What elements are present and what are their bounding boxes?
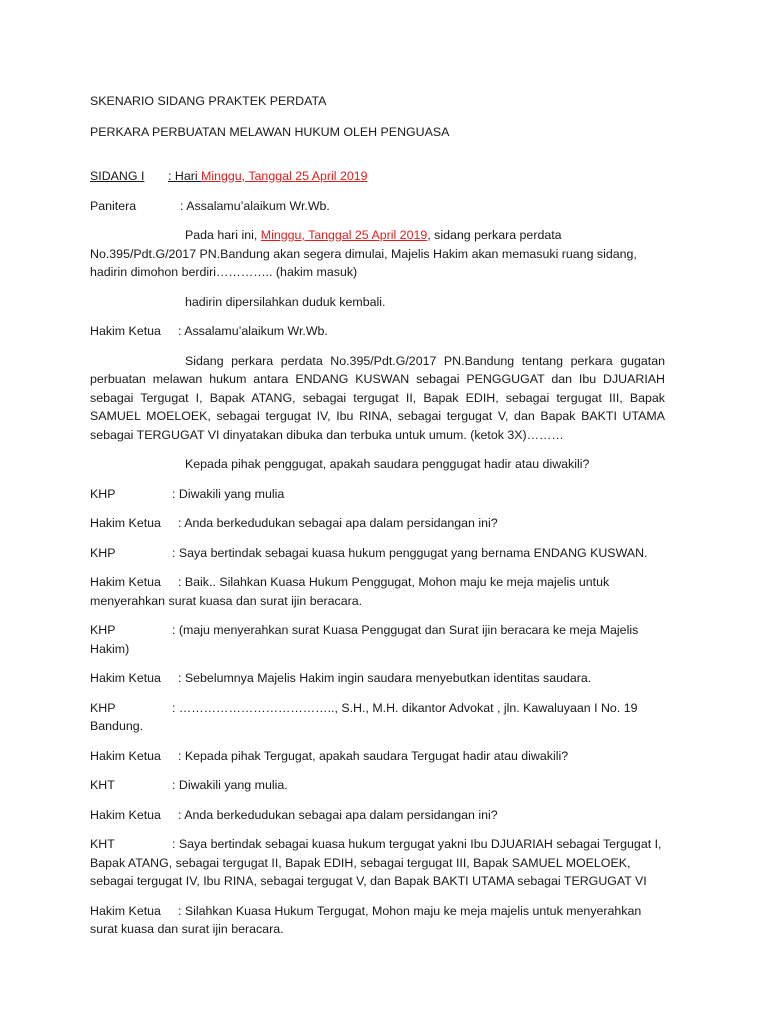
paragraph-text: , sidang perkara perdata <box>427 228 562 242</box>
dialogue-line <box>90 776 665 795</box>
document-subtitle: PERKARA PERBUATAN MELAWAN HUKUM OLEH PENGUASA <box>90 124 450 139</box>
dialogue-text: : ……………………………….., S.H., M.H. dikantor Advokat , jln. Kawaluyaan I No. 19 Bandung. <box>90 700 638 733</box>
speaker-label: Hakim Ketua <box>90 671 161 685</box>
speaker-label: Hakim Ketua <box>90 903 161 918</box>
speaker-label: KHP <box>90 623 116 637</box>
dialogue-line <box>90 621 665 658</box>
speaker-label: KHT <box>90 837 115 851</box>
dialogue-paragraph: hadirin dipersilahkan duduk kembali. <box>185 294 386 309</box>
dialogue-line <box>90 197 665 216</box>
speaker-label: KHP <box>90 700 116 715</box>
dialogue-line <box>90 902 665 939</box>
paragraph-text: No.395/Pdt.G/2017 PN.Bandung akan segera dimulai, Majelis Hakim akan memasuki ruang sidang, hadirin dimohon berdiri………….. (hakim masuk) <box>90 246 637 279</box>
dialogue-text: : Silahkan Kuasa Hukum Tergugat, Mohon maju ke meja majelis untuk menyerahkan surat kuasa dan surat ijin beracara. <box>90 903 642 936</box>
speaker-label: KHP <box>90 486 116 501</box>
dialogue-text: : Baik.. Silahkan Kuasa Hukum Penggugat, Mohon maju ke meja majelis untuk menyerahkan surat kuasa dan surat ijin beracara. <box>90 575 610 608</box>
dialogue-text: : Saya bertindak sebagai kuasa hukum penggugat yang bernama ENDANG KUSWAN. <box>172 545 648 560</box>
document-body <box>90 92 665 950</box>
speaker-label: KHT <box>90 778 115 792</box>
sidang-sep: : Hari <box>168 169 202 183</box>
dialogue-line <box>90 669 665 688</box>
dialogue-line <box>90 485 665 504</box>
dialogue-line <box>90 573 665 610</box>
dialogue-paragraph <box>90 226 665 282</box>
sidang-label: SIDANG I <box>90 169 145 183</box>
speaker-label: Hakim Ketua <box>90 516 161 530</box>
dialogue-text: : Sebelumnya Majelis Hakim ingin saudara menyebutkan identitas saudara. <box>178 671 592 685</box>
dialogue-line <box>90 747 665 766</box>
dialogue-line <box>90 806 665 825</box>
paragraph-prefix: Pada hari ini, <box>185 228 261 242</box>
dialogue-line <box>90 322 665 341</box>
document-title: SKENARIO SIDANG PRAKTEK PERDATA <box>90 94 327 108</box>
dialogue-text: : Assalamu’alaikum Wr.Wb. <box>178 324 328 338</box>
dialogue-line <box>90 544 665 563</box>
sidang-date: Minggu, Tanggal 25 April 2019 <box>201 169 368 183</box>
sidang-heading <box>90 167 665 186</box>
dialogue-line <box>90 514 665 533</box>
speaker-label: KHP <box>90 545 116 560</box>
dialogue-text: : Anda berkedudukan sebagai apa dalam persidangan ini? <box>178 516 498 530</box>
speaker-label: Panitera <box>90 198 137 213</box>
dialogue-paragraph: Kepada pihak penggugat, apakah saudara penggugat hadir atau diwakili? <box>185 457 590 471</box>
dialogue-text: : Assalamu’alaikum Wr.Wb. <box>180 198 330 213</box>
dialogue-line <box>90 835 665 891</box>
speaker-label: Hakim Ketua <box>90 324 161 338</box>
dialogue-text: : Diwakili yang mulia. <box>172 778 288 792</box>
speaker-label: Hakim Ketua <box>90 748 161 763</box>
speaker-label: Hakim Ketua <box>90 575 161 589</box>
dialogue-line <box>90 699 665 736</box>
dialogue-paragraph: Sidang perkara perdata No.395/Pdt.G/2017 PN.Bandung tentang perkara gugatan perbuatan melawan hukum antara ENDANG KUSWAN sebagai PENGGUGAT dan Ibu DJUARIAH sebagai Tergugat I, Bapak ATANG, sebagai tergugat II, Bapak EDIH, sebagai tergugat III, Bapak SAMUEL MOELOEK, sebagai tergugat IV, Ibu RINA, sebagai tergugat V, dan Bapak BAKTI UTAMA sebagai TERGUGAT VI dinyatakan dibuka dan terbuka untuk umum. (ketok 3X)……… <box>90 353 665 442</box>
dialogue-text: : (maju menyerahkan surat Kuasa Penggugat dan Surat ijin beracara ke meja Majelis Hakim) <box>90 623 639 656</box>
speaker-label: Hakim Ketua <box>90 807 161 822</box>
dialogue-text: : Kepada pihak Tergugat, apakah saudara Tergugat hadir atau diwakili? <box>178 748 569 763</box>
dialogue-text: : Diwakili yang mulia <box>172 486 285 501</box>
paragraph-date: Minggu, Tanggal 25 April 2019 <box>260 228 428 242</box>
dialogue-text: : Anda berkedudukan sebagai apa dalam persidangan ini? <box>178 807 498 822</box>
dialogue-text: : Saya bertindak sebagai kuasa hukum tergugat yakni Ibu DJUARIAH sebagai Tergugat I, Bapak ATANG, sebagai tergugat II, Bapak EDIH, sebagai tergugat III, Bapak SAMUEL MOELOEK, sebagai tergugat IV, Ibu RINA, sebagai tergugat V, dan Bapak BAKTI UTAMA sebagai TERGUGAT VI <box>90 837 662 888</box>
